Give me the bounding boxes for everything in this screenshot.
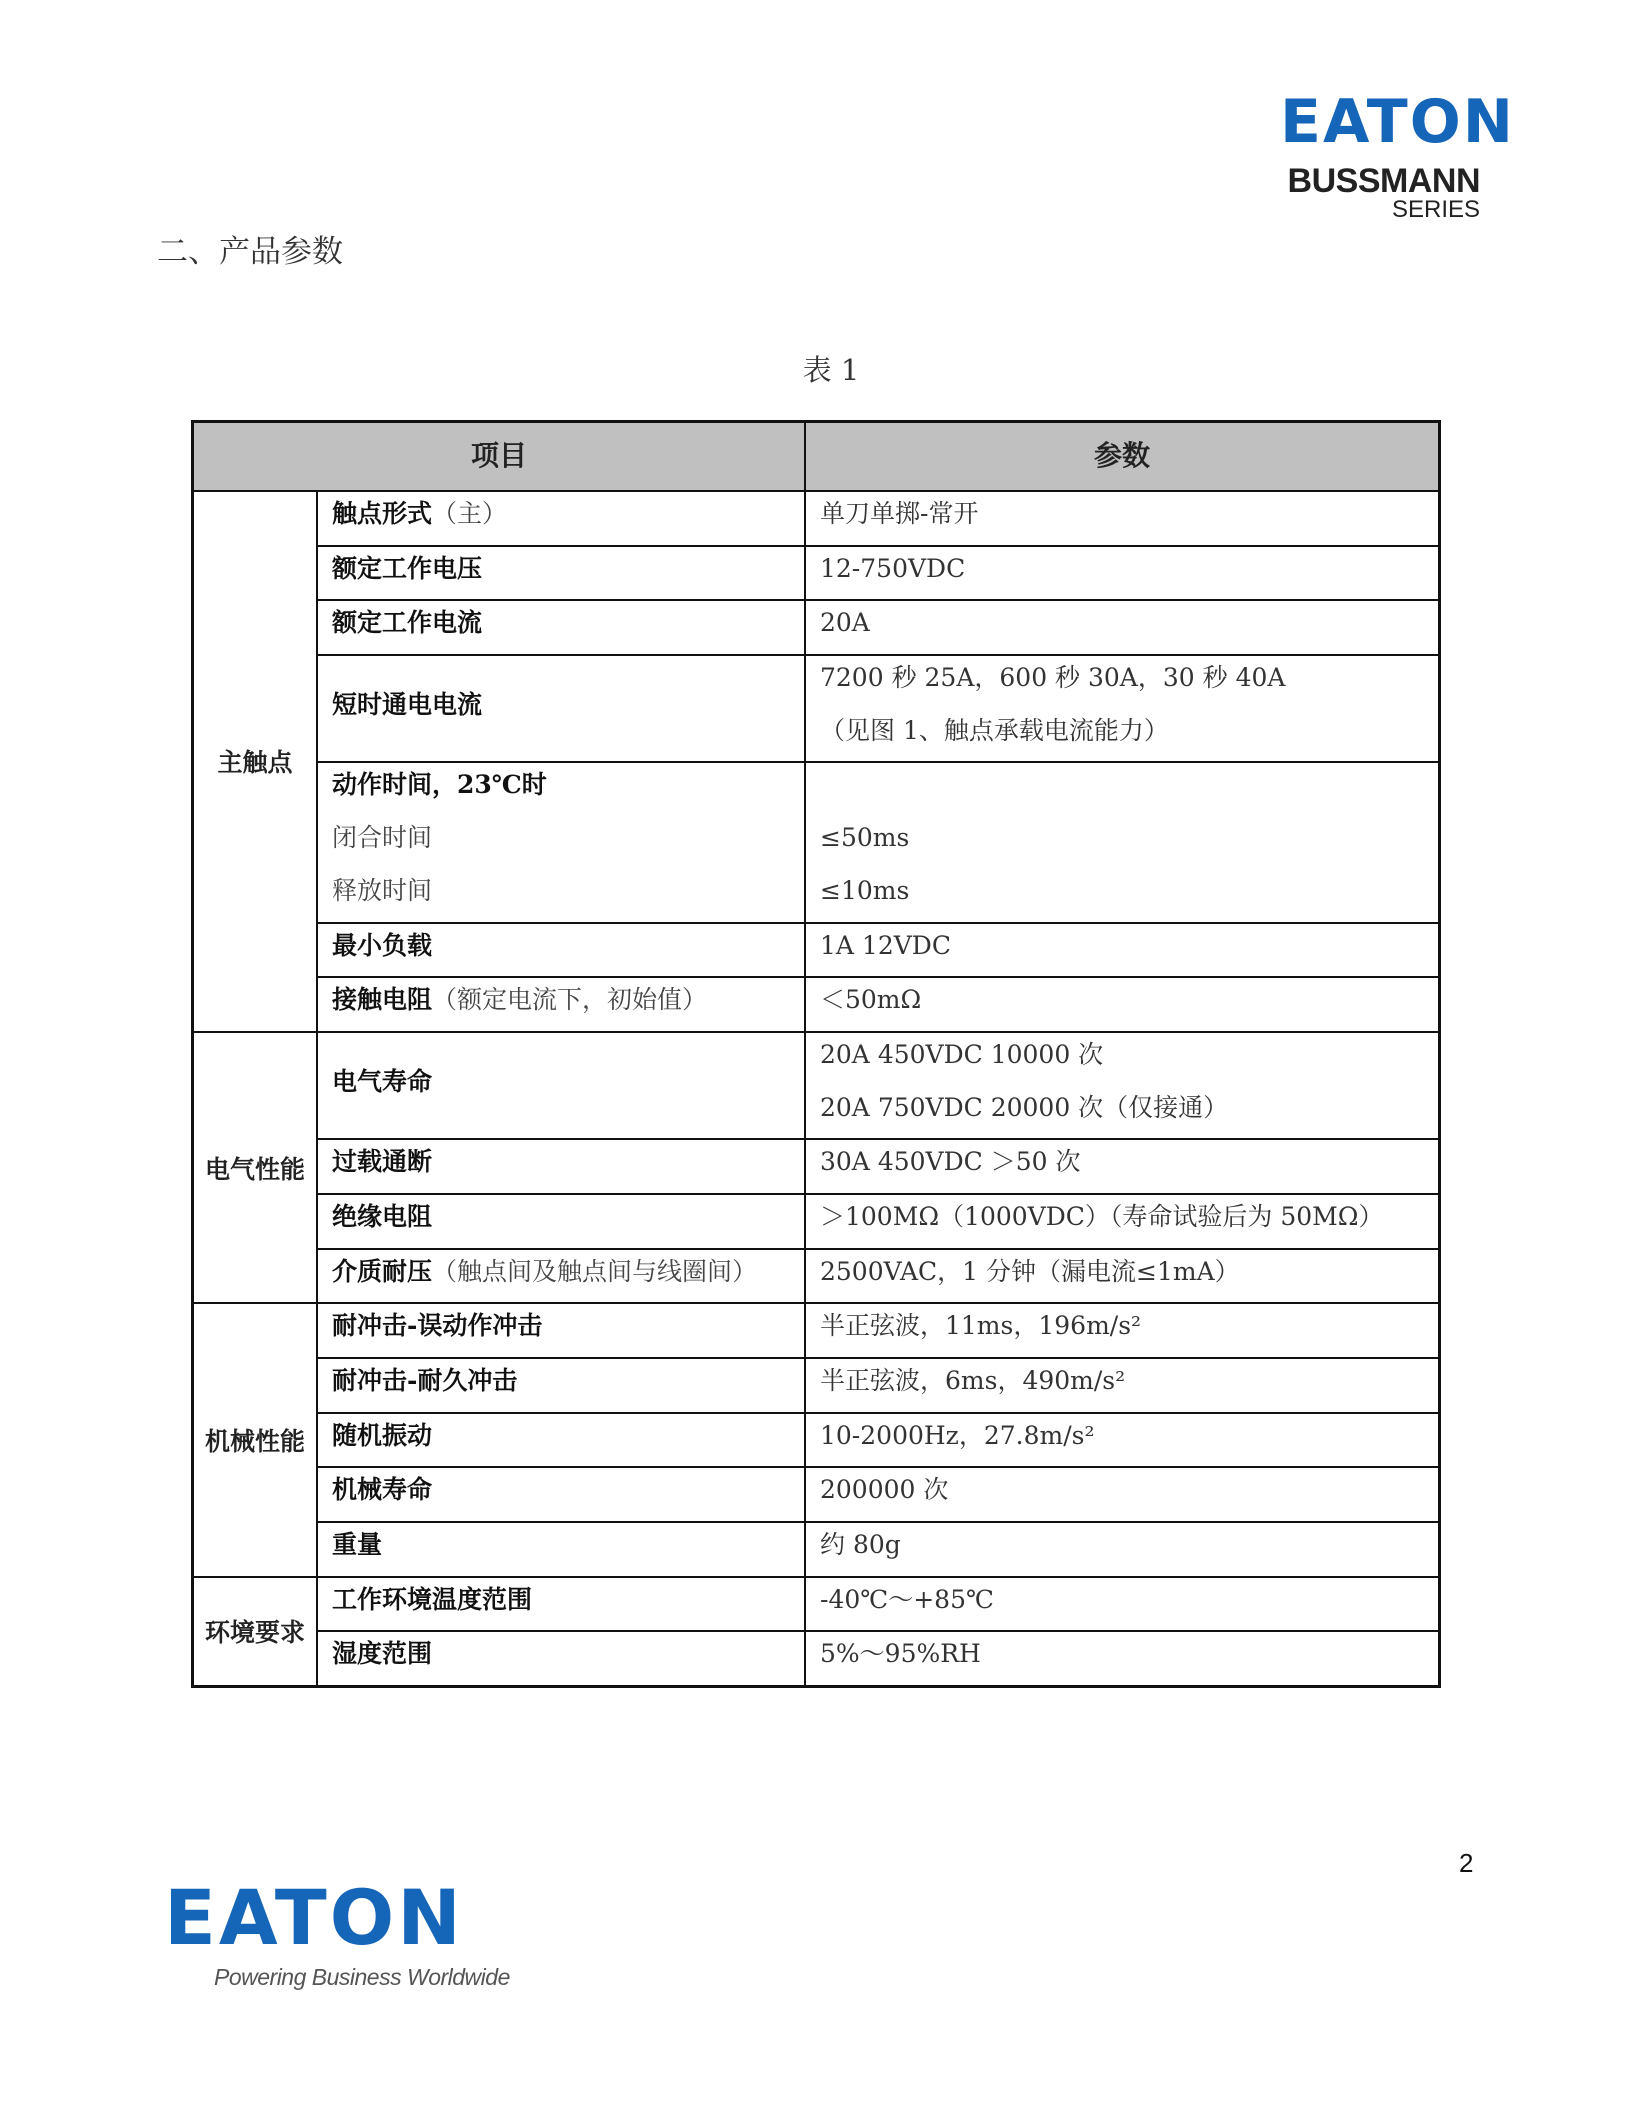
item-cell <box>317 1522 805 1577</box>
item-cell <box>317 1413 805 1468</box>
item-line <box>332 924 790 977</box>
value-cell <box>805 1413 1440 1468</box>
table-row <box>193 923 1440 978</box>
item-line <box>332 978 790 1031</box>
value-line: ≤10ms <box>820 875 910 905</box>
value-cell <box>805 923 1440 978</box>
eaton-wordmark: EATON <box>1280 87 1515 157</box>
item-cell <box>317 655 805 762</box>
item-line <box>332 1033 790 1138</box>
eaton-bussmann-logo <box>1280 87 1515 223</box>
table-row <box>193 1303 1440 1358</box>
value-line: 20A 750VDC 20000 次（仅接通） <box>820 1092 1229 1122</box>
item-line <box>332 869 790 922</box>
table-row <box>193 1139 1440 1194</box>
item-cell <box>317 1358 805 1413</box>
tagline: Powering Business Worldwide <box>214 1964 510 1990</box>
table-row <box>193 546 1440 601</box>
value-line: -40℃～+85℃ <box>820 1584 994 1614</box>
item-line <box>332 547 790 600</box>
value-line: ＞100MΩ（1000VDC）（寿命试验后为 50MΩ） <box>820 1201 1384 1231</box>
item-line <box>332 1632 790 1685</box>
value-line: 200000 次 <box>820 1475 949 1505</box>
item-line <box>332 492 790 545</box>
value-cell <box>805 1522 1440 1577</box>
series-wordmark: SERIES <box>1391 196 1480 223</box>
table-row <box>193 1467 1440 1522</box>
label-text: 额定工作电压 <box>332 553 483 583</box>
value-cell <box>805 1249 1440 1304</box>
label-text: 短时通电电流 <box>332 690 483 720</box>
table-caption: 表 1 <box>802 353 860 387</box>
group-label: 机械性能 <box>193 1303 318 1576</box>
value-cell <box>805 977 1440 1032</box>
label-text: （触点间及触点间与线圈间） <box>432 1256 758 1286</box>
item-line <box>332 1304 790 1357</box>
item-cell <box>317 1303 805 1358</box>
value-cell <box>805 546 1440 601</box>
group-label: 电气性能 <box>193 1032 318 1303</box>
value-cell <box>805 1032 1440 1139</box>
item-line <box>332 763 790 816</box>
group-label: 环境要求 <box>193 1577 318 1687</box>
item-cell <box>317 923 805 978</box>
item-cell <box>317 977 805 1032</box>
value-cell <box>805 1358 1440 1413</box>
label-text: 过载通断 <box>332 1147 433 1177</box>
item-line <box>332 1578 790 1631</box>
table-row <box>193 1413 1440 1468</box>
value-cell <box>805 1303 1440 1358</box>
value-line: 12-750VDC <box>820 553 966 583</box>
item-cell <box>317 1577 805 1632</box>
table-row <box>193 491 1440 546</box>
section-heading: 二、产品参数 <box>157 234 343 270</box>
label-text: 绝缘电阻 <box>332 1201 433 1231</box>
item-line <box>332 1140 790 1193</box>
value-line: 2500VAC，1 分钟（漏电流≤1mA） <box>820 1256 1240 1286</box>
table-row <box>193 977 1440 1032</box>
item-line <box>332 1523 790 1576</box>
item-line <box>332 656 790 761</box>
label-text: 最小负载 <box>332 930 433 960</box>
eaton-wordmark: EATON <box>164 1873 464 1962</box>
table-row <box>193 600 1440 655</box>
value-cell <box>805 762 1440 922</box>
table-row <box>193 1522 1440 1577</box>
page-number: 2 <box>1459 1848 1474 1878</box>
header-parameter: 参数 <box>805 422 1440 492</box>
value-cell <box>805 1577 1440 1632</box>
table-header-row <box>193 422 1440 492</box>
product-parameters-table <box>191 420 1441 1688</box>
value-cell <box>805 1631 1440 1686</box>
label-text: （主） <box>432 499 508 528</box>
value-line: 半正弦波，6ms，490m/s² <box>820 1366 1126 1396</box>
item-line <box>332 601 790 654</box>
item-cell <box>317 1467 805 1522</box>
item-line <box>332 816 790 869</box>
item-cell <box>317 491 805 546</box>
label-text: 耐冲击-耐久冲击 <box>332 1366 518 1396</box>
label-text: 闭合时间 <box>332 823 433 853</box>
label-text: 电气寿命 <box>332 1066 433 1096</box>
item-line <box>332 1250 790 1303</box>
label-text: 触点形式 <box>332 499 433 528</box>
value-line: 10-2000Hz，27.8m/s² <box>820 1420 1095 1450</box>
value-cell <box>805 600 1440 655</box>
item-cell <box>317 546 805 601</box>
table-row <box>193 1194 1440 1249</box>
table-row <box>193 1577 1440 1632</box>
item-cell <box>317 600 805 655</box>
label-text: 重量 <box>332 1530 383 1560</box>
eaton-footer-logo <box>164 1873 510 1991</box>
item-cell <box>317 1249 805 1304</box>
value-cell <box>805 1139 1440 1194</box>
label-text: 释放时间 <box>332 875 433 905</box>
label-text: 动作时间，23℃时 <box>332 770 547 800</box>
value-line: 20A <box>820 608 870 638</box>
item-line <box>332 1468 790 1521</box>
table-row <box>193 1358 1440 1413</box>
label-text: 耐冲击-误动作冲击 <box>332 1311 543 1341</box>
label-text: 随机振动 <box>332 1420 433 1450</box>
label-text: 工作环境温度范围 <box>332 1584 533 1614</box>
item-line <box>332 1359 790 1412</box>
value-line: 单刀单掷-常开 <box>820 499 979 528</box>
value-line: 约 80g <box>820 1530 901 1560</box>
label-text: （额定电流下，初始值） <box>432 985 708 1015</box>
table-row <box>193 655 1440 762</box>
label-text: 湿度范围 <box>332 1639 433 1669</box>
value-line: ＜50mΩ <box>820 985 922 1015</box>
label-text: 接触电阻 <box>332 985 433 1015</box>
value-cell <box>805 491 1440 546</box>
item-cell <box>317 1139 805 1194</box>
header-item: 项目 <box>193 422 806 492</box>
value-line: 20A 450VDC 10000 次 <box>820 1039 1104 1069</box>
value-line: 5%～95%RH <box>820 1639 981 1669</box>
value-cell <box>805 1194 1440 1249</box>
item-cell <box>317 1032 805 1139</box>
table-row <box>193 1631 1440 1686</box>
label-text: 机械寿命 <box>332 1475 433 1505</box>
value-line: ≤50ms <box>820 823 910 853</box>
item-cell <box>317 1631 805 1686</box>
item-line <box>332 1414 790 1467</box>
table-row <box>193 1249 1440 1304</box>
item-cell <box>317 1194 805 1249</box>
value-line <box>820 763 1424 816</box>
table-row <box>193 1032 1440 1139</box>
table-row <box>193 762 1440 922</box>
value-line: 30A 450VDC ＞50 次 <box>820 1147 1081 1177</box>
value-cell <box>805 1467 1440 1522</box>
value-line: 1A 12VDC <box>820 930 951 960</box>
label-text: 额定工作电流 <box>332 608 483 638</box>
group-label: 主触点 <box>193 491 318 1032</box>
label-text: 介质耐压 <box>332 1256 433 1286</box>
item-cell <box>317 762 805 922</box>
value-line: （见图 1、触点承载电流能力） <box>820 715 1169 745</box>
value-cell <box>805 655 1440 762</box>
value-line: 半正弦波，11ms，196m/s² <box>820 1311 1142 1341</box>
item-line <box>332 1195 790 1248</box>
value-line: 7200 秒 25A，600 秒 30A，30 秒 40A <box>820 663 1286 693</box>
bussmann-wordmark: BUSSMANN <box>1287 162 1480 200</box>
